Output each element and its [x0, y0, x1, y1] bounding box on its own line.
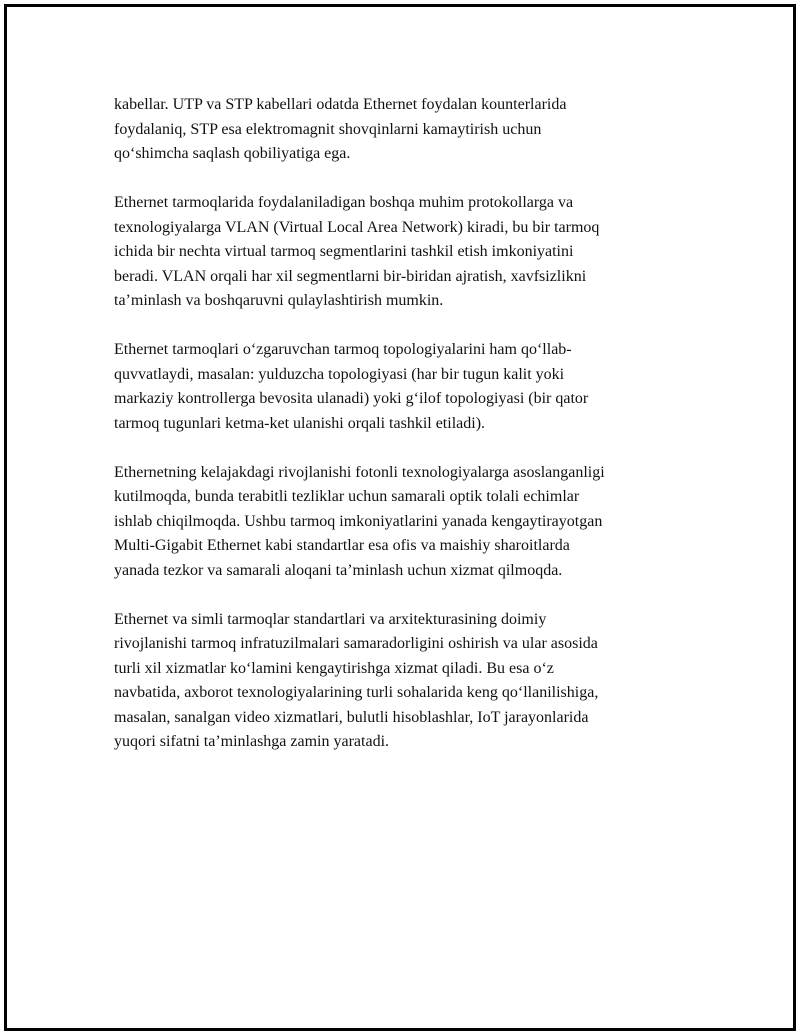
- text-line: Ethernet tarmoqlarida foydalaniladigan boshqa muhim protokollarga va: [114, 194, 574, 211]
- text-line: Ethernetning kelajakdagi rivojlanishi fotonli texnologiyalarga asoslanganligi: [114, 463, 605, 481]
- text-line: Ethernet tarmoqlari o‘zgaruvchan tarmoq topologiyalarini ham qo‘llab-: [114, 341, 572, 358]
- text-line: foydalaniq, STP esa elektromagnit shovqinlarni kamaytirish uchun: [114, 120, 542, 138]
- paragraph-3: [114, 338, 689, 436]
- text-line: markaziy kontrollerga bevosita ulanadi) yoki g‘ilof topologiyasi (bir qator: [114, 390, 589, 407]
- text-line: rivojlanishi tarmoq infratuzilmalari samaradorligini oshirish va ular asosida: [114, 635, 598, 652]
- text-line: Multi-Gigabit Ethernet kabi standartlar esa ofis va maishiy sharoitlarda: [114, 537, 570, 554]
- text-line: kutilmoqda, bunda terabitli tezliklar uchun samarali optik tolali echimlar: [114, 488, 580, 505]
- text-line: texnologiyalarga VLAN (Virtual Local Area Network) kiradi, bu bir tarmoq: [114, 218, 600, 236]
- paragraph-5: [114, 608, 689, 755]
- text-line: turli xil xizmatlar ko‘lamini kengaytirishga xizmat qiladi. Bu esa o‘z: [114, 659, 554, 677]
- text-line: navbatida, axborot texnologiyalarining turli sohalarida keng qo‘llanilishiga,: [114, 684, 599, 701]
- text-line: yanada tezkor va samarali aloqani ta’minlash uchun xizmat qilmoqda.: [114, 561, 563, 579]
- text-line: quvvatlaydi, masalan: yulduzcha topologiyasi (har bir tugun kalit yoki: [114, 365, 565, 383]
- document-body: [114, 93, 689, 779]
- text-line: ta’minlash va boshqaruvni qulaylashtirish mumkin.: [114, 292, 444, 309]
- text-line: kabellar. UTP va STP kabellari odatda Ethernet foydalan kounterlarida: [114, 96, 567, 113]
- paragraph-4: [114, 461, 689, 584]
- paragraph-2: [114, 191, 689, 314]
- text-line: yuqori sifatni ta’minlashga zamin yaratadi.: [114, 733, 390, 750]
- text-line: qo‘shimcha saqlash qobiliyatiga ega.: [114, 145, 351, 162]
- text-line: ishlab chiqilmoqda. Ushbu tarmoq imkoniyatlarini yanada kengaytirayotgan: [114, 512, 603, 530]
- text-line: masalan, sanalgan video xizmatlari, bulutli hisoblashlar, IoT jarayonlarida: [114, 708, 589, 726]
- text-line: tarmoq tugunlari ketma-ket ulanishi orqali tashkil etiladi).: [114, 414, 486, 432]
- text-line: Ethernet va simli tarmoqlar standartlari va arxitekturasining doimiy: [114, 610, 547, 628]
- paragraph-1: [114, 93, 689, 167]
- text-line: ichida bir nechta virtual tarmoq segmentlarini tashkil etish imkoniyatini: [114, 243, 574, 260]
- text-line: beradi. VLAN orqali har xil segmentlarni bir-biridan ajratish, xavfsizlikni: [114, 267, 587, 285]
